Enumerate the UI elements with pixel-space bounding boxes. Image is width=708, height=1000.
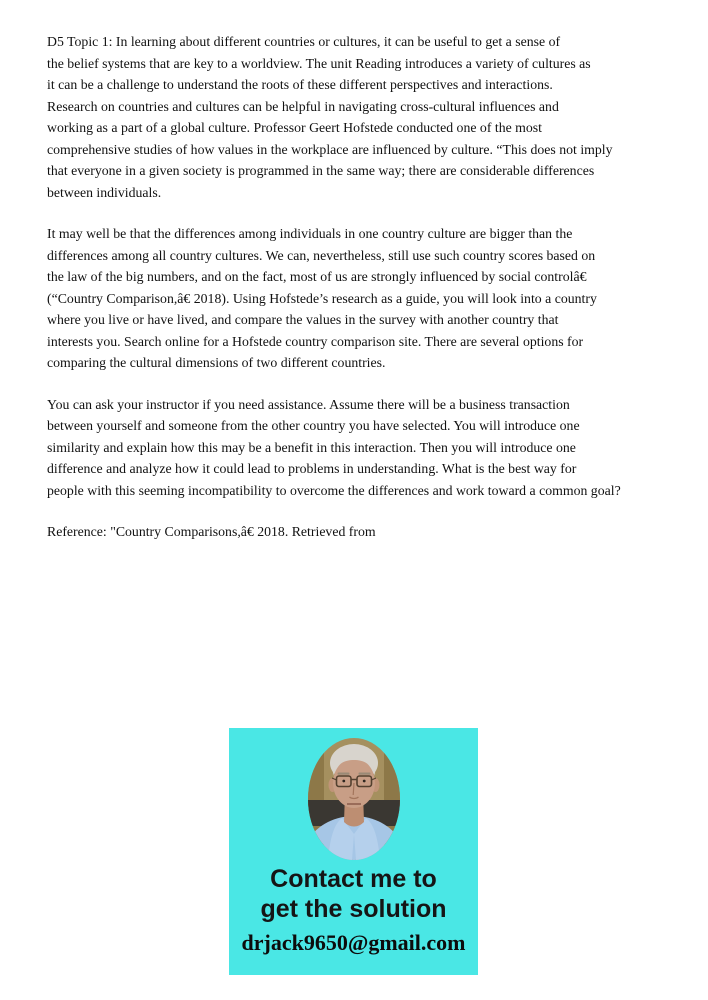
text-line: similarity and explain how this may be a benefit in this interaction. Then you will introduce one xyxy=(47,439,576,455)
text-line: that everyone in a given society is programmed in the same way; there are considerable differences xyxy=(47,163,595,178)
text-line: the belief systems that are key to a worldview. The unit Reading introduces a variety of cultures as xyxy=(47,55,591,71)
text-line: between yourself and someone from the other country you have selected. You will introduce one xyxy=(47,418,580,433)
text-line: D5 Topic 1: In learning about different countries or cultures, it can be useful to get a sense of xyxy=(47,34,561,49)
text-line: comprehensive studies of how values in the workplace are influenced by culture. “This does not imply xyxy=(47,141,613,157)
paragraph-3 xyxy=(47,394,667,502)
contact-email: drjack9650@gmail.com xyxy=(241,930,466,955)
portrait-photo xyxy=(308,738,400,860)
text-line: differences among all country cultures. We can, nevertheless, still use such country scores based on xyxy=(47,247,596,263)
text-line: it can be a challenge to understand the roots of these different perspectives and interactions. xyxy=(47,77,553,92)
text-line: where you live or have lived, and compare the values in the survey with another country that xyxy=(47,312,559,327)
text-line: It may well be that the differences among individuals in one country culture are bigger than the xyxy=(47,226,573,241)
document-body xyxy=(47,31,667,563)
text-line: the law of the big numbers, and on the fact, most of us are strongly influenced by social controlâ€ xyxy=(47,269,587,284)
text-line: working as a part of a global culture. Professor Geert Hofstede conducted one of the most xyxy=(47,120,543,135)
text-line: interests you. Search online for a Hofstede country comparison site. There are several options for xyxy=(47,333,584,349)
contact-card xyxy=(229,728,478,975)
text-line: people with this seeming incompatibility to overcome the differences and work toward a common goal? xyxy=(47,482,621,498)
contact-heading-line2: get the solution xyxy=(260,895,447,923)
contact-heading-line1: Contact me to xyxy=(270,865,437,893)
paragraph-1 xyxy=(47,31,667,203)
text-line: difference and analyze how it could lead to problems in understanding. What is the best way for xyxy=(47,461,577,476)
text-line: You can ask your instructor if you need assistance. Assume there will be a business transaction xyxy=(47,396,570,412)
text-line: comparing the cultural dimensions of two different countries. xyxy=(47,355,386,370)
text-line: Reference: "Country Comparisons,â€ 2018. Retrieved from xyxy=(47,524,376,539)
paragraph-2 xyxy=(47,223,667,374)
text-line: (“Country Comparison,â€ 2018). Using Hofstede’s research as a guide, you will look into a country xyxy=(47,290,597,306)
text-line: between individuals. xyxy=(47,184,162,200)
reference-line xyxy=(47,521,667,543)
text-line: Research on countries and cultures can be helpful in navigating cross-cultural influences and xyxy=(47,98,559,114)
